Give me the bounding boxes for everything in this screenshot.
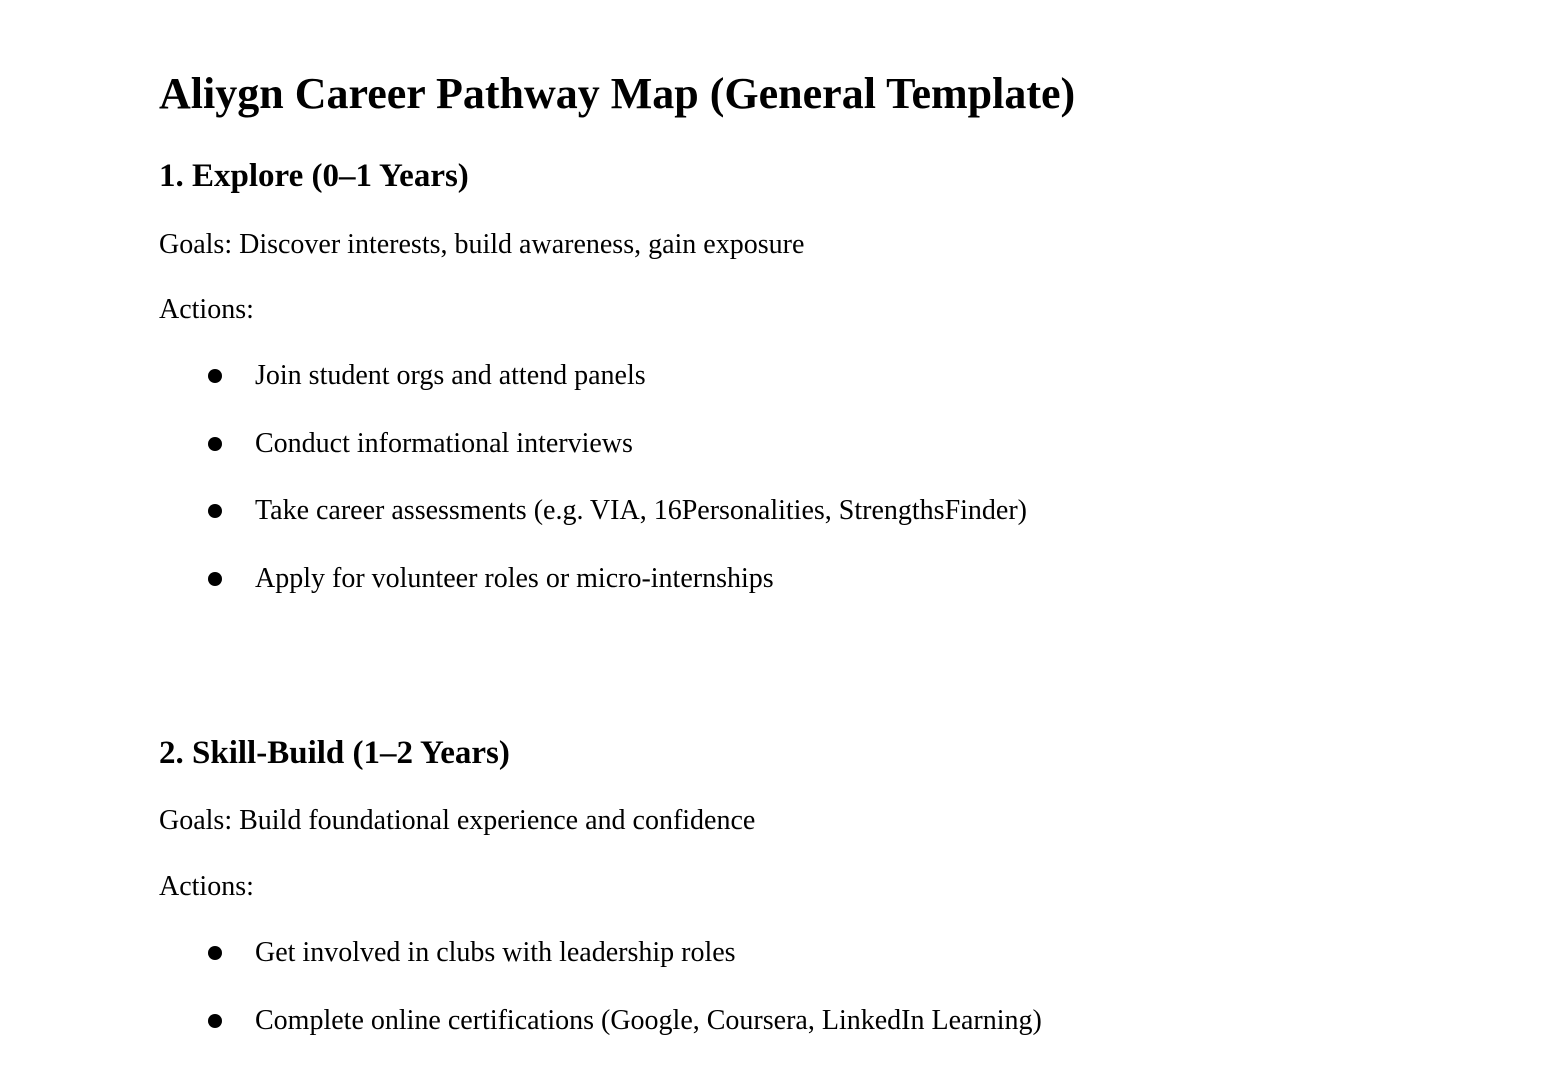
- section-1-actions-label: Actions:: [159, 294, 254, 325]
- list-item-text: Take career assessments (e.g. VIA, 16Personalities, StrengthsFinder): [255, 495, 1027, 526]
- section-1-goals: Goals: Discover interests, build awareness, gain exposure: [159, 229, 805, 260]
- bullet-icon: [208, 369, 222, 383]
- document-title: Aliygn Career Pathway Map (General Template): [159, 69, 1076, 118]
- bullet-icon: [208, 1014, 222, 1028]
- list-item-text: Get involved in clubs with leadership roles: [255, 937, 736, 968]
- list-item-text: Join student orgs and attend panels: [255, 360, 646, 391]
- section-2-goals: Goals: Build foundational experience and confidence: [159, 805, 756, 836]
- section-2-heading: 2. Skill-Build (1–2 Years): [159, 735, 510, 771]
- bullet-icon: [208, 946, 222, 960]
- list-item-text: Complete online certifications (Google, Coursera, LinkedIn Learning): [255, 1004, 1042, 1036]
- bullet-icon: [208, 572, 222, 586]
- list-item-text: Apply for volunteer roles or micro-internships: [255, 562, 774, 594]
- bullet-icon: [208, 504, 222, 518]
- section-1-heading: 1. Explore (0–1 Years): [159, 158, 469, 194]
- list-item-text: Conduct informational interviews: [255, 427, 633, 459]
- section-2-actions-label: Actions:: [159, 871, 254, 902]
- bullet-icon: [208, 437, 222, 451]
